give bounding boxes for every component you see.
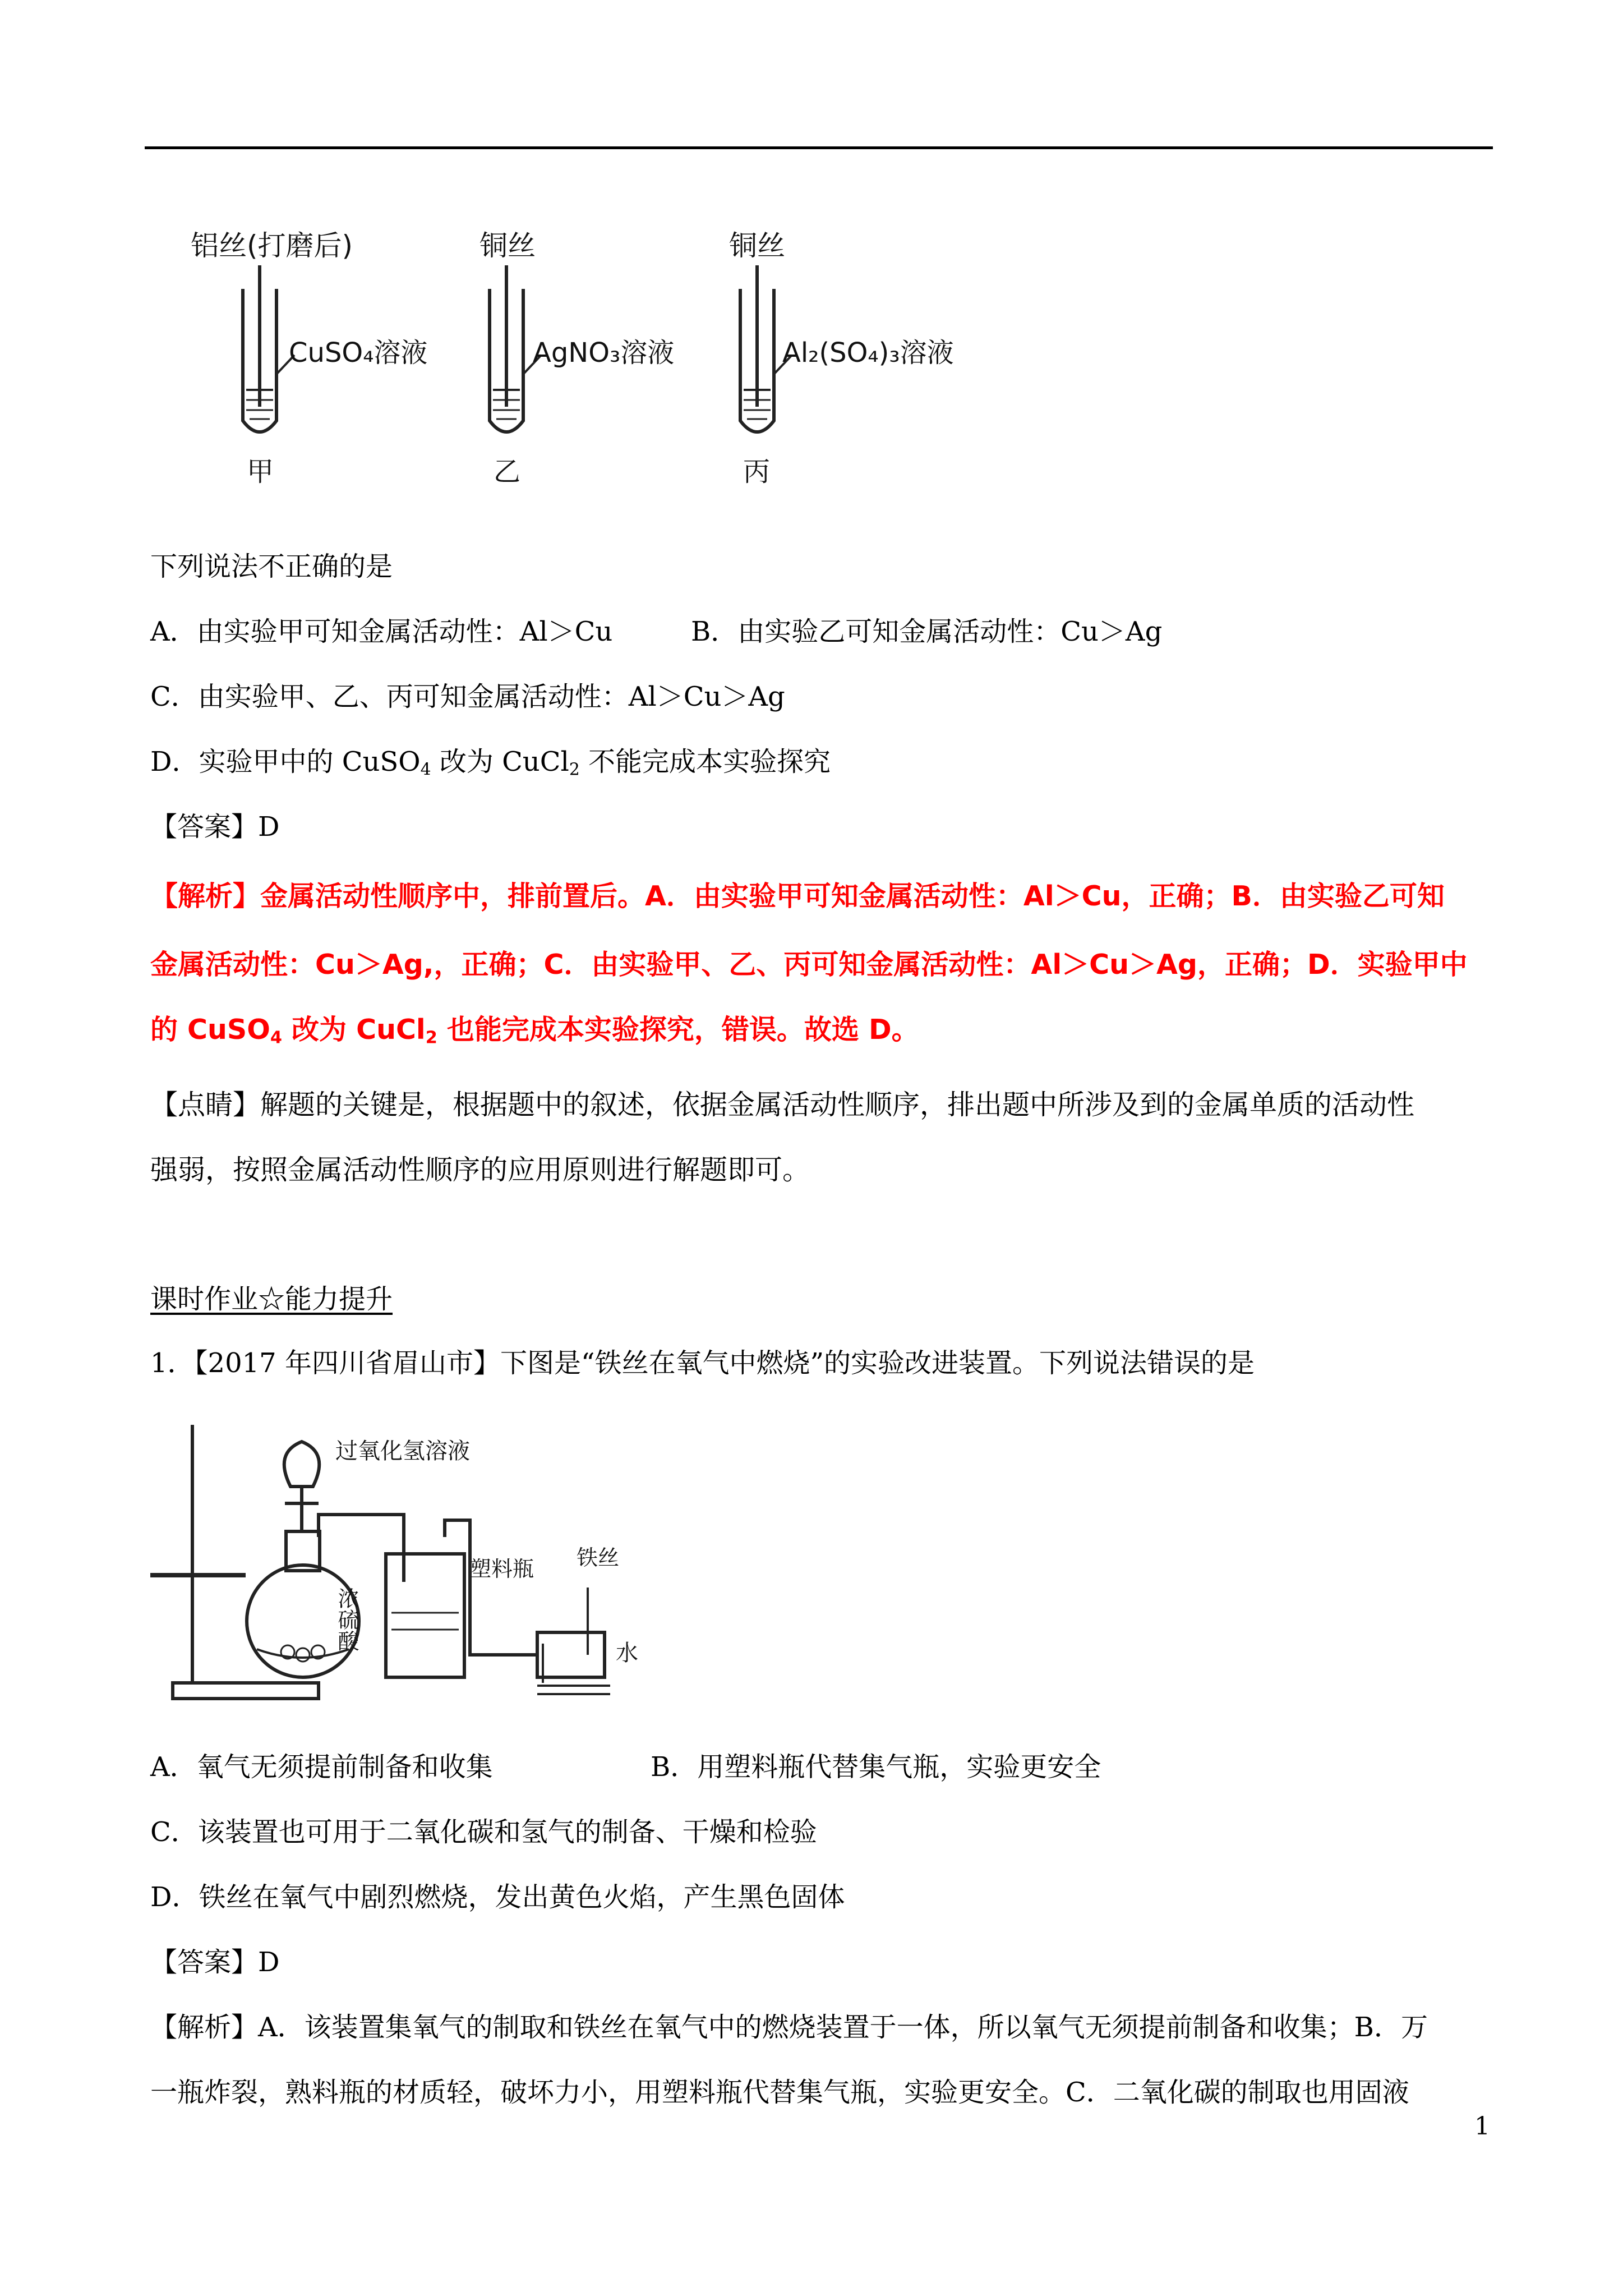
q1-option-b: B．用塑料瓶代替集气瓶，实验更安全 — [651, 1751, 1101, 1783]
tip-line: 强弱，按照金属活动性顺序的应用原则进行解题即可。 — [150, 1154, 810, 1186]
q1-analysis-line: 一瓶炸裂，熟料瓶的材质轻，破坏力小，用塑料瓶代替集气瓶，实验更安全。C．二氧化碳的制取也用固液 — [150, 2077, 1409, 2108]
tip-line: 【点睛】解题的关键是，根据题中的叙述，依据金属活动性顺序，排出题中所涉及到的金属单质的活动性 — [150, 1089, 1415, 1121]
option-c: C．由实验甲、乙、丙可知金属活动性：Al＞Cu＞Ag — [150, 681, 785, 712]
header-rule — [145, 146, 1493, 149]
section-title: 课时作业☆能力提升 — [150, 1283, 393, 1315]
tube2-name: 乙 — [494, 456, 521, 487]
tube2-solution-label: AgNO₃溶液 — [533, 337, 675, 369]
q1-option-a: A．氧气无须提前制备和收集 — [150, 1751, 493, 1783]
option-d — [150, 745, 831, 786]
test-tube-figure — [179, 222, 965, 496]
analysis-line: 【解析】金属活动性顺序中，排前置后。A．由实验甲可知金属活动性：Al＞Cu，正确；B．由实验乙可知 — [150, 880, 1445, 912]
answer: 【答案】D — [150, 811, 280, 843]
tube3-name: 丙 — [743, 456, 771, 487]
option-a: A．由实验甲可知金属活动性：Al＞Cu — [150, 616, 613, 647]
q1-analysis-line: 【解析】A．该装置集氧气的制取和铁丝在氧气中的燃烧装置于一体，所以氧气无须提前制备和收集；B．万 — [150, 2012, 1428, 2043]
tube1-solution-label: CuSO₄溶液 — [289, 337, 428, 369]
option-d-text: 改为 CuCl — [431, 746, 569, 777]
label-water: 水 — [616, 1640, 638, 1666]
label-wire: 铁丝 — [577, 1545, 620, 1570]
q1-option-c: C．该装置也可用于二氧化碳和氢气的制备、干燥和检验 — [150, 1816, 817, 1848]
q1-option-d: D．铁丝在氧气中剧烈燃烧，发出黄色火焰，产生黑色固体 — [150, 1881, 845, 1913]
analysis-text: 也能完成本实验探究，错误。故选 D。 — [437, 1014, 919, 1046]
analysis-line: 金属活动性：Cu＞Ag,，正确；C．由实验甲、乙、丙可知金属活动性：Al＞Cu＞Ag，正确；D．实验甲中 — [150, 949, 1468, 981]
page-number: 1 — [1474, 2112, 1490, 2141]
analysis-text: 改为 CuCl — [282, 1014, 426, 1046]
analysis-sub: 4 — [270, 1028, 282, 1048]
tube3-solution-label: Al₂(SO₄)₃溶液 — [782, 337, 954, 369]
tube1-name: 甲 — [247, 456, 274, 487]
apparatus-figure — [150, 1419, 773, 1711]
label-bottle: 塑料瓶 — [470, 1557, 534, 1581]
analysis-line — [150, 1013, 919, 1055]
option-d-text: 不能完成本实验探究 — [579, 746, 831, 777]
tube1-top-label: 铝丝(打磨后) — [191, 229, 353, 262]
analysis-sub: 2 — [425, 1028, 437, 1048]
option-d-sub: 4 — [420, 760, 431, 780]
question-stem: 下列说法不正确的是 — [150, 551, 393, 582]
tube2-top-label: 铜丝 — [479, 229, 536, 262]
option-d-text: D．实验甲中的 CuSO — [150, 746, 421, 777]
label-acid: 浓硫酸 — [334, 1588, 359, 1651]
label-h2o2: 过氧化氢溶液 — [335, 1438, 470, 1464]
option-b: B．由实验乙可知金属活动性：Cu＞Ag — [691, 616, 1163, 647]
question-1-stem: 1．【2017 年四川省眉山市】下图是“铁丝在氧气中燃烧”的实验改进装置。下列说法错误的是 — [150, 1347, 1255, 1379]
q1-answer: 【答案】D — [150, 1947, 280, 1978]
analysis-text: 的 CuSO — [150, 1014, 270, 1046]
option-d-sub: 2 — [569, 760, 580, 780]
tube3-top-label: 铜丝 — [729, 229, 785, 262]
